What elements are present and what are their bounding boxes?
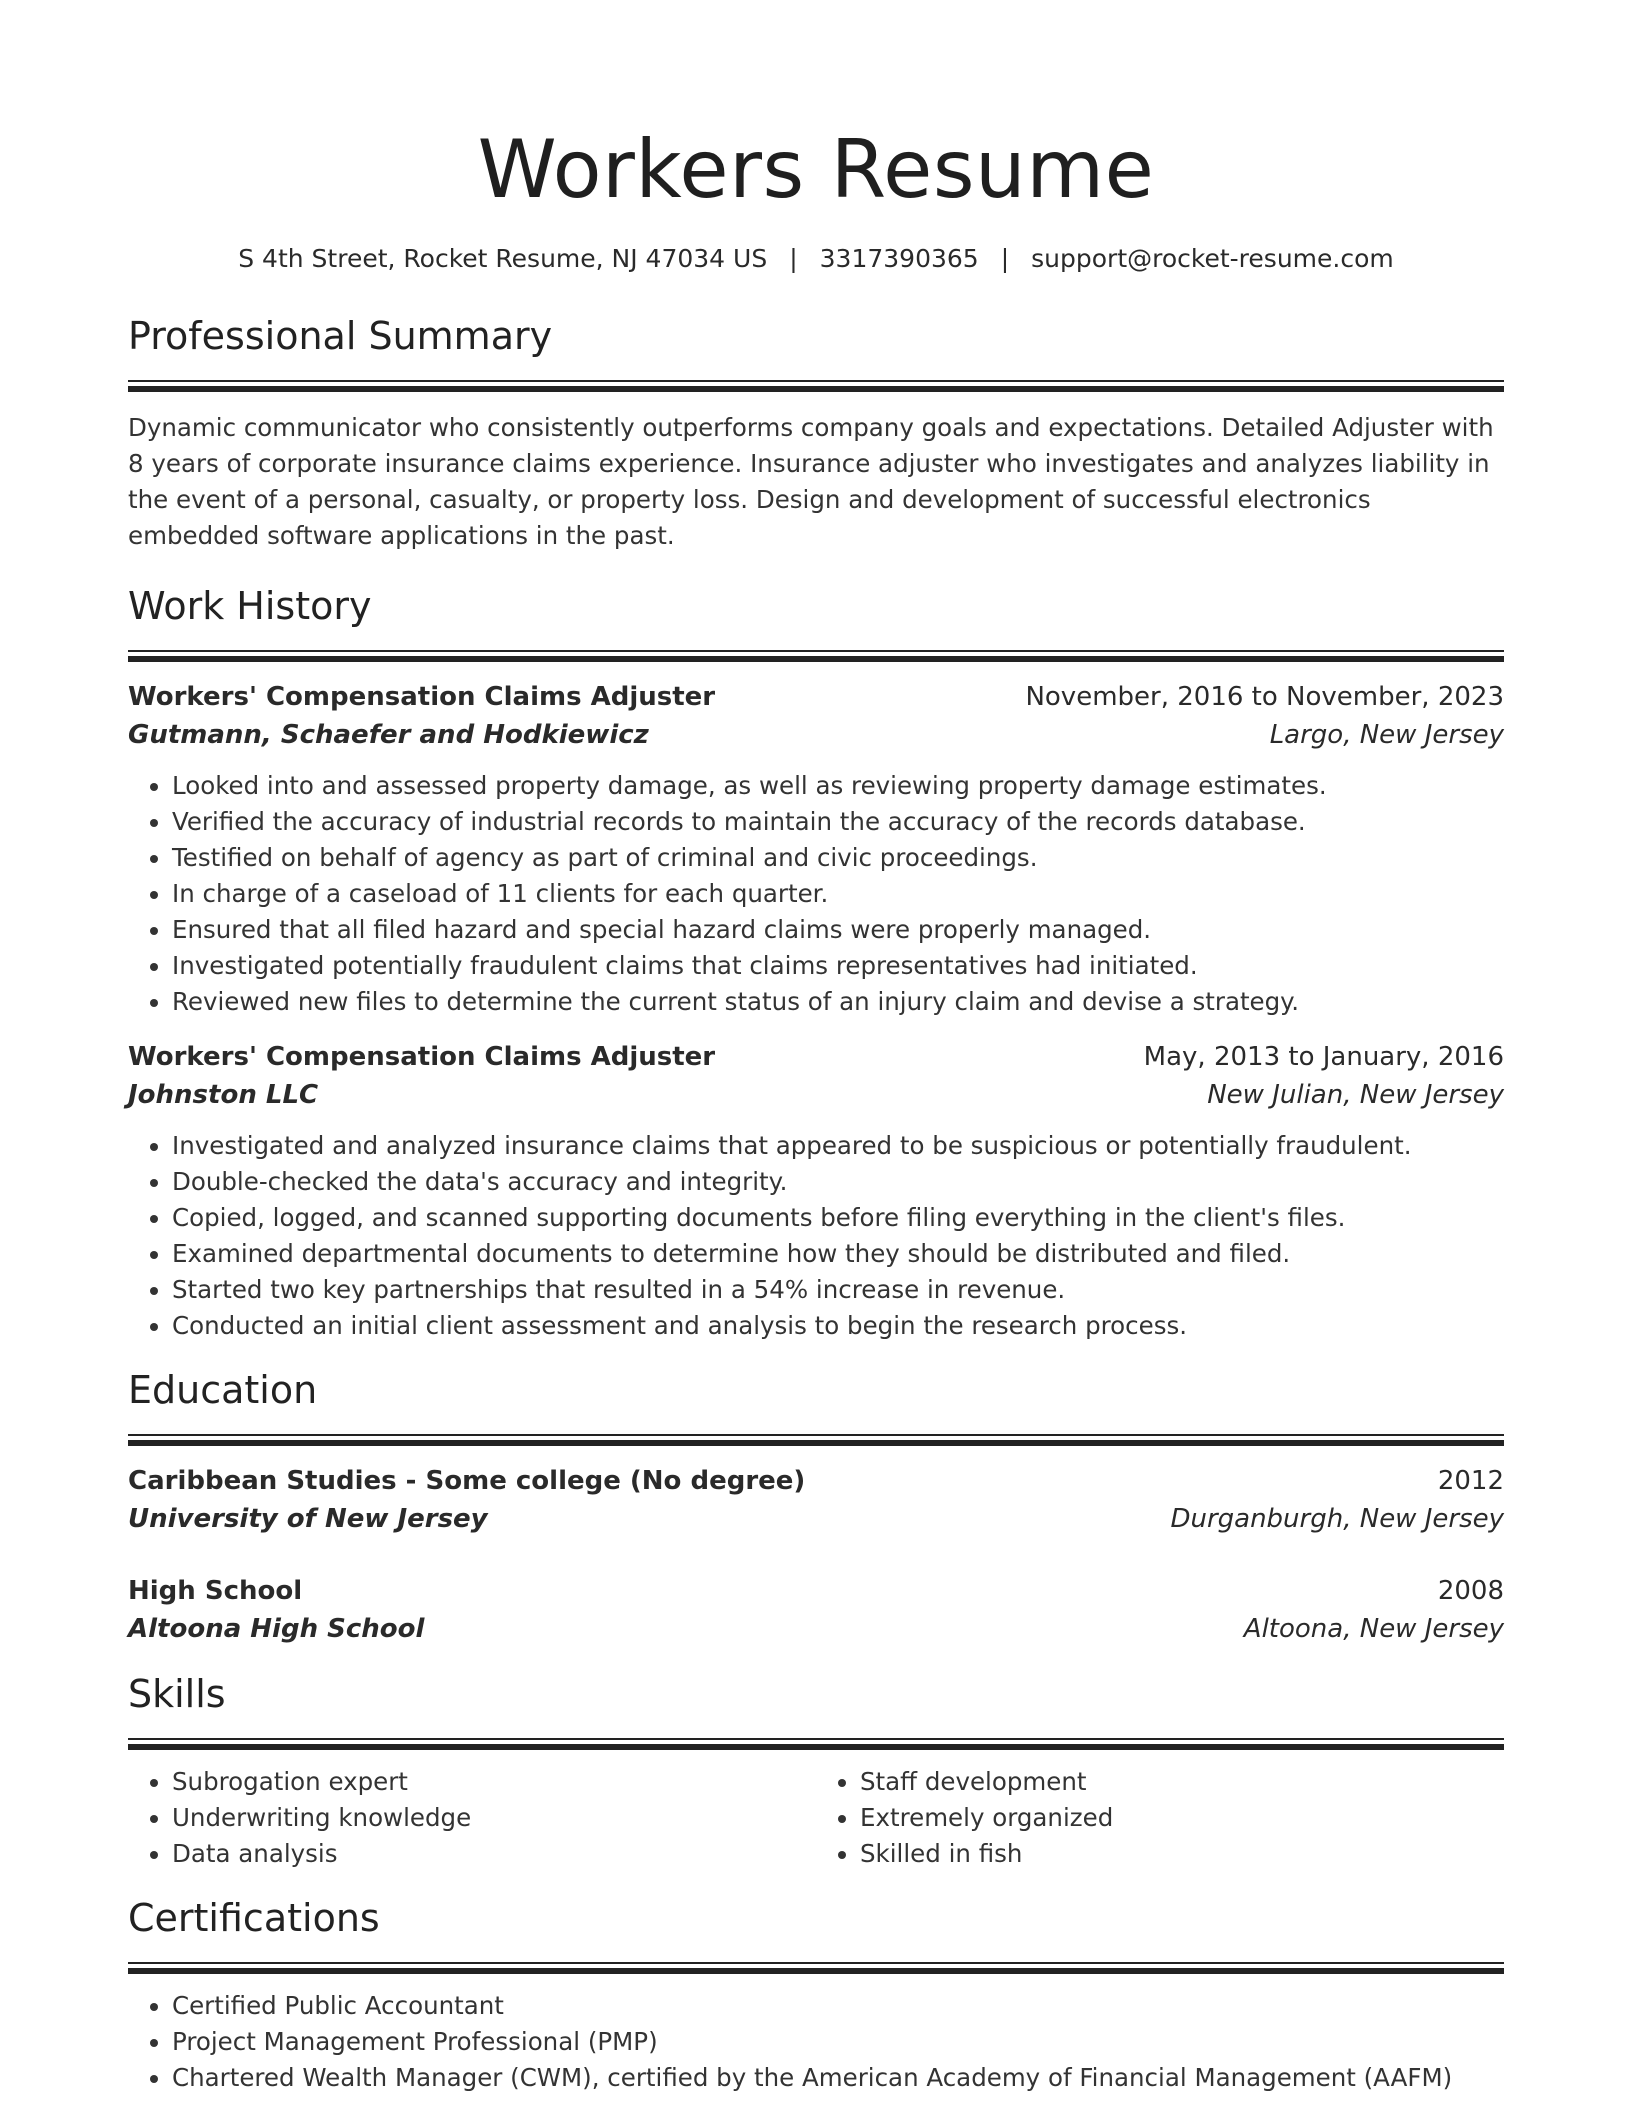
job-location: Largo, New Jersey	[1269, 720, 1504, 750]
summary-section	[128, 312, 1504, 554]
skill-item: • Data analysis	[172, 1836, 816, 1872]
certifications-section	[128, 1894, 1504, 2096]
education-school: Altoona High School	[128, 1614, 425, 1644]
certification-item: • Project Management Professional (PMP)	[172, 2024, 1504, 2060]
summary-text: Dynamic communicator who consistently outperforms company goals and expectations. Detailed Adjuster with 8 years of corporate insurance claims experience. Insurance adjuster who investigates and analyzes liability in the event of a personal, casualty, or property loss. Design and development of successful electronics embedded software applications in the past.	[128, 413, 1494, 550]
job-duty-item: • Ensured that all filed hazard and special hazard claims were properly managed.	[172, 912, 1504, 948]
job-company: Gutmann, Schaefer and Hodkiewicz	[128, 720, 649, 750]
education-degree: Caribbean Studies - Some college (No degree)	[128, 1466, 806, 1496]
job-entry	[128, 678, 1504, 1020]
education-entry	[128, 1572, 1504, 1648]
job-duty-item: • Investigated potentially fraudulent claims that claims representatives had initiated.	[172, 948, 1504, 984]
education-location: Durganburgh, New Jersey	[1170, 1504, 1504, 1534]
education-school: University of New Jersey	[128, 1504, 488, 1534]
job-duty-item: • Started two key partnerships that resulted in a 54% increase in revenue.	[172, 1272, 1504, 1308]
job-duty-item: • In charge of a caseload of 11 clients for each quarter.	[172, 876, 1504, 912]
education-header-row	[128, 1572, 1504, 1610]
contact-separator: |	[789, 244, 798, 273]
job-duty-item: • Looked into and assessed property damage, as well as reviewing property damage estimates.	[172, 768, 1504, 804]
skills-grid	[128, 1764, 1504, 1872]
contact-separator: |	[1000, 244, 1010, 273]
skills-list-right	[816, 1764, 1504, 1872]
skill-item: • Extremely organized	[860, 1800, 1504, 1836]
job-duty-item: • Verified the accuracy of industrial records to maintain the accuracy of the records database.	[172, 804, 1504, 840]
education-header-row	[128, 1462, 1504, 1500]
job-header-row	[128, 1038, 1504, 1076]
skill-item: • Underwriting knowledge	[172, 1800, 816, 1836]
education-year: 2012	[1437, 1466, 1504, 1496]
skill-item: • Subrogation expert	[172, 1764, 816, 1800]
certifications-list	[128, 1988, 1504, 2096]
education-school-row	[128, 1610, 1504, 1648]
job-dates: November, 2016 to November, 2023	[1025, 682, 1504, 712]
job-location: New Julian, New Jersey	[1207, 1080, 1504, 1110]
work-heading: Work History	[128, 584, 372, 628]
summary-heading: Professional Summary	[128, 314, 553, 358]
job-duty-item: • Copied, logged, and scanned supporting documents before filing everything in the client's files.	[172, 1200, 1504, 1236]
skills-list-left	[128, 1764, 816, 1872]
education-section	[128, 1366, 1504, 1648]
section-divider	[128, 1738, 1504, 1750]
certifications-heading: Certifications	[128, 1896, 380, 1940]
contact-line	[128, 242, 1504, 276]
education-entry	[128, 1462, 1504, 1538]
job-title: Workers' Compensation Claims Adjuster	[128, 1042, 716, 1072]
job-company-row	[128, 716, 1504, 754]
resume-name: Workers Resume	[477, 123, 1155, 216]
education-location: Altoona, New Jersey	[1243, 1614, 1504, 1644]
job-duties-list	[128, 1128, 1504, 1344]
education-degree: High School	[128, 1576, 303, 1606]
job-duty-item: • Examined departmental documents to determine how they should be distributed and filed.	[172, 1236, 1504, 1272]
job-duty-item: • Conducted an initial client assessment and analysis to begin the research process.	[172, 1308, 1504, 1344]
section-divider	[128, 650, 1504, 662]
education-year: 2008	[1437, 1576, 1504, 1606]
skills-section	[128, 1670, 1504, 1872]
job-duty-item: • Testified on behalf of agency as part of criminal and civic proceedings.	[172, 840, 1504, 876]
certification-item: • Chartered Wealth Manager (CWM), certified by the American Academy of Financial Management (AAFM)	[172, 2060, 1504, 2096]
job-entry	[128, 1038, 1504, 1344]
section-divider	[128, 380, 1504, 392]
job-header-row	[128, 678, 1504, 716]
job-company: Johnston LLC	[128, 1080, 319, 1110]
contact-phone: 3317390365	[819, 244, 979, 273]
skills-heading: Skills	[128, 1672, 226, 1716]
education-school-row	[128, 1500, 1504, 1538]
section-divider	[128, 1434, 1504, 1446]
skill-item: • Skilled in fish	[860, 1836, 1504, 1872]
contact-email: support@rocket-resume.com	[1031, 244, 1394, 273]
skill-item: • Staff development	[860, 1764, 1504, 1800]
job-duties-list	[128, 768, 1504, 1020]
job-dates: May, 2013 to January, 2016	[1143, 1042, 1504, 1072]
job-title: Workers' Compensation Claims Adjuster	[128, 682, 716, 712]
education-heading: Education	[128, 1368, 318, 1412]
section-divider	[128, 1962, 1504, 1974]
job-duty-item: • Reviewed new files to determine the current status of an injury claim and devise a strategy.	[172, 984, 1504, 1020]
job-company-row	[128, 1076, 1504, 1114]
contact-address: S 4th Street, Rocket Resume, NJ 47034 US	[238, 244, 768, 273]
certification-item: • Certified Public Accountant	[172, 1988, 1504, 2024]
work-section	[128, 582, 1504, 1344]
job-duty-item: • Double-checked the data's accuracy and integrity.	[172, 1164, 1504, 1200]
job-duty-item: • Investigated and analyzed insurance claims that appeared to be suspicious or potentially fraudulent.	[172, 1128, 1504, 1164]
